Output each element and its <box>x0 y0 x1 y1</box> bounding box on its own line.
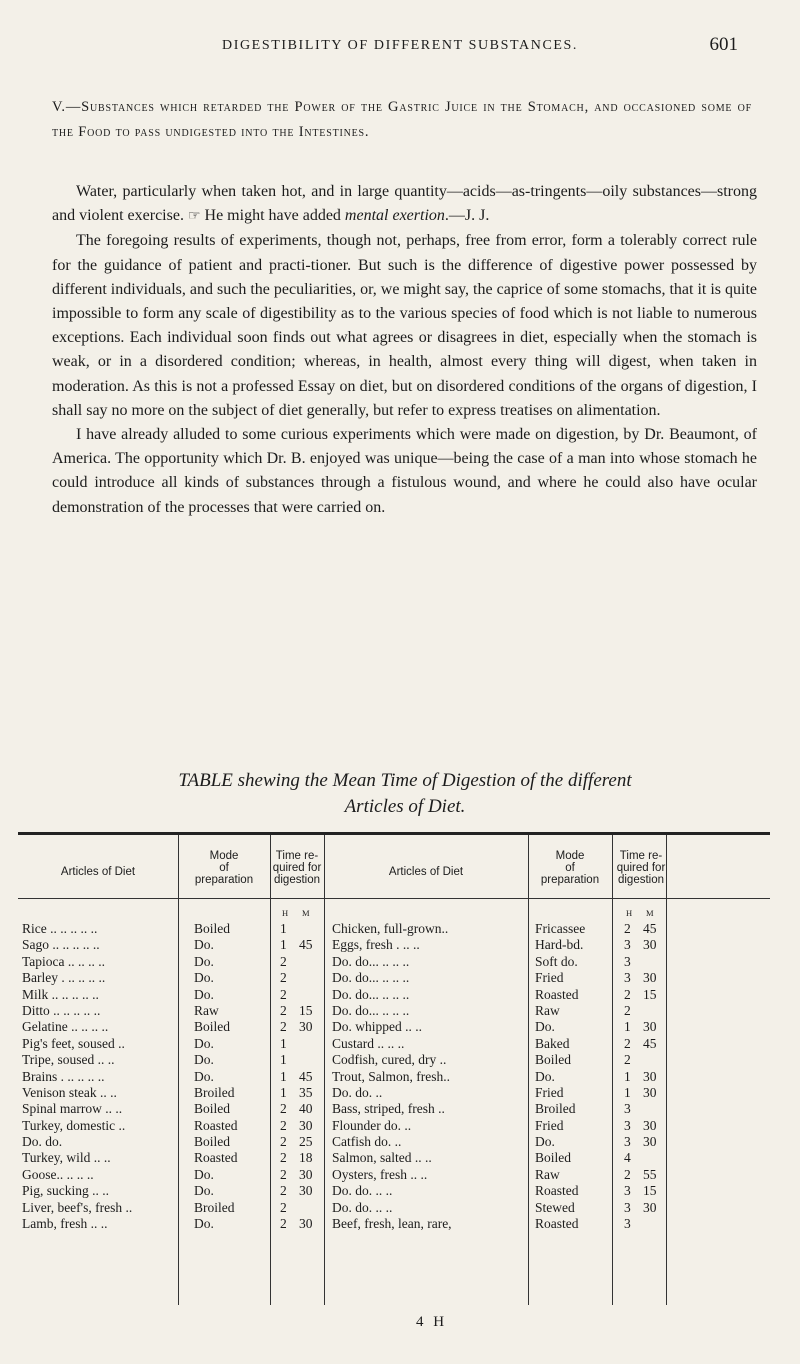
cell-minutes-left: 18 <box>299 1150 313 1166</box>
cell-hours-left: 2 <box>280 1166 287 1182</box>
table-caption <box>60 768 750 820</box>
cell-minutes-left: 30 <box>299 1166 313 1182</box>
cell-article-left: Do. do. <box>22 1134 63 1150</box>
cell-minutes-right: 55 <box>643 1166 657 1182</box>
cell-mode-right: Hard-bd. <box>535 937 584 953</box>
cell-mode-right: Baked <box>535 1035 570 1051</box>
cell-mode-left: Do. <box>194 937 214 953</box>
cell-hours-left: 1 <box>280 1035 287 1051</box>
cell-article-left: Brains . .. .. .. .. <box>22 1068 105 1084</box>
cell-minutes-right: 45 <box>643 1035 657 1051</box>
cell-hours-left: 2 <box>280 1150 287 1166</box>
cell-hours-right: 3 <box>624 953 631 969</box>
header-mode-line: of <box>565 862 575 874</box>
table-row <box>18 1167 770 1183</box>
header-mode-line: Mode <box>209 850 239 862</box>
cell-hours-right: 3 <box>624 970 631 986</box>
table-header-rule <box>18 898 770 899</box>
cell-mode-left: Broiled <box>194 1084 235 1100</box>
cell-mode-left: Boiled <box>194 1101 230 1117</box>
cell-mode-right: Soft do. <box>535 953 578 969</box>
cell-hours-right: 3 <box>624 1183 631 1199</box>
cell-mode-left: Do. <box>194 986 214 1002</box>
page-number: 601 <box>709 34 738 55</box>
cell-article-right: Do. do. .. .. <box>332 1183 393 1199</box>
pointing-hand-icon: ☞ <box>187 209 201 225</box>
paragraph-1-emphasis: mental exertion <box>344 207 445 225</box>
cell-minutes-left: 30 <box>299 1183 313 1199</box>
cell-mode-left: Do. <box>194 970 214 986</box>
cell-minutes-left: 40 <box>299 1101 313 1117</box>
table-row <box>18 937 770 953</box>
cell-hours-left: 2 <box>280 1002 287 1018</box>
cell-hours-right: 2 <box>624 1002 631 1018</box>
cell-hours-right: 2 <box>624 1166 631 1182</box>
cell-article-left: Goose.. .. .. .. <box>22 1166 94 1182</box>
cell-mode-right: Do. <box>535 1134 555 1150</box>
header-time-right <box>612 850 670 886</box>
cell-minutes-left: 30 <box>299 1216 313 1232</box>
cell-hours-left: 2 <box>280 1216 287 1232</box>
cell-mode-right: Fried <box>535 970 564 986</box>
running-title: DIGESTIBILITY OF DIFFERENT SUBSTANCES. <box>221 38 579 53</box>
cell-hours-left: 2 <box>280 1019 287 1035</box>
cell-article-right: Do. do... .. .. .. <box>332 1002 410 1018</box>
table-rows <box>18 921 770 1232</box>
cell-mode-right: Fricassee <box>535 921 586 936</box>
cell-mode-left: Boiled <box>194 1019 230 1035</box>
cell-mode-right: Boiled <box>535 1150 571 1166</box>
cell-mode-right: Do. <box>535 1019 555 1035</box>
cell-mode-right: Stewed <box>535 1199 575 1215</box>
header-time-line: Time re- <box>275 850 319 862</box>
table-row <box>18 987 770 1003</box>
signature-mark: 4 H <box>416 1314 448 1330</box>
cell-article-right: Do. do. .. <box>332 1084 383 1100</box>
cell-mode-right: Roasted <box>535 986 579 1002</box>
minutes-unit-left: M <box>302 908 311 918</box>
cell-mode-left: Do. <box>194 1216 214 1232</box>
cell-minutes-right: 15 <box>643 986 657 1002</box>
cell-minutes-right: 30 <box>643 970 657 986</box>
cell-mode-right: Broiled <box>535 1101 576 1117</box>
cell-mode-left: Roasted <box>194 1117 238 1133</box>
cell-hours-left: 2 <box>280 1101 287 1117</box>
header-mode-left <box>178 850 270 886</box>
header-mode-line: preparation <box>540 874 600 886</box>
cell-article-right: Do. do... .. .. .. <box>332 986 410 1002</box>
table-row <box>18 1085 770 1101</box>
table-row <box>18 970 770 986</box>
cell-hours-right: 2 <box>624 1035 631 1051</box>
cell-minutes-left: 30 <box>299 1117 313 1133</box>
header-time-left <box>270 850 324 886</box>
paragraph-1-note: He might have added <box>204 207 341 225</box>
header-mode-line: preparation <box>194 874 254 886</box>
running-head <box>0 34 800 62</box>
cell-article-left: Tripe, soused .. .. <box>22 1052 115 1068</box>
table-row <box>18 1101 770 1117</box>
minutes-unit-right: M <box>646 908 655 918</box>
cell-mode-left: Do. <box>194 1052 214 1068</box>
cell-mode-right: Fried <box>535 1084 564 1100</box>
cell-mode-left: Do. <box>194 1068 214 1084</box>
header-time-line: Time re- <box>619 850 663 862</box>
paragraph-1 <box>52 180 757 229</box>
table-row <box>18 1019 770 1035</box>
cell-article-left: Ditto .. .. .. .. .. <box>22 1002 101 1018</box>
cell-hours-right: 1 <box>624 1019 631 1035</box>
hours-unit-left: H <box>282 908 289 918</box>
cell-article-right: Beef, fresh, lean, rare, <box>332 1216 452 1232</box>
cell-hours-right: 3 <box>624 1117 631 1133</box>
cell-article-right: Trout, Salmon, fresh.. <box>332 1068 451 1084</box>
cell-hours-left: 2 <box>280 970 287 986</box>
cell-minutes-left: 45 <box>299 1068 313 1084</box>
cell-article-left: Turkey, domestic .. <box>22 1117 126 1133</box>
cell-hours-right: 3 <box>624 1216 631 1232</box>
header-time-line: quired for <box>272 862 322 874</box>
cell-minutes-right: 15 <box>643 1183 657 1199</box>
cell-mode-right: Roasted <box>535 1183 579 1199</box>
cell-article-left: Gelatine .. .. .. .. <box>22 1019 109 1035</box>
table-row <box>18 1200 770 1216</box>
cell-article-left: Lamb, fresh .. .. <box>22 1216 108 1232</box>
cell-mode-right: Boiled <box>535 1052 571 1068</box>
cell-minutes-right: 30 <box>643 937 657 953</box>
cell-minutes-right: 30 <box>643 1084 657 1100</box>
cell-mode-right: Raw <box>535 1002 560 1018</box>
cell-mode-left: Do. <box>194 953 214 969</box>
cell-hours-left: 2 <box>280 1199 287 1215</box>
cell-hours-right: 3 <box>624 1199 631 1215</box>
cell-mode-right: Raw <box>535 1166 560 1182</box>
cell-hours-left: 2 <box>280 1117 287 1133</box>
cell-mode-left: Do. <box>194 1183 214 1199</box>
cell-article-right: Salmon, salted .. .. <box>332 1150 432 1166</box>
table-row <box>18 921 770 937</box>
table-row <box>18 1183 770 1199</box>
cell-hours-left: 1 <box>280 921 287 936</box>
cell-hours-right: 1 <box>624 1084 631 1100</box>
cell-mode-left: Boiled <box>194 921 230 936</box>
cell-mode-right: Roasted <box>535 1216 579 1232</box>
table-row <box>18 1003 770 1019</box>
cell-minutes-left: 35 <box>299 1084 313 1100</box>
cell-mode-left: Do. <box>194 1035 214 1051</box>
cell-minutes-left: 30 <box>299 1019 313 1035</box>
cell-hours-right: 2 <box>624 1052 631 1068</box>
cell-article-right: Bass, striped, fresh .. <box>332 1101 445 1117</box>
cell-minutes-right: 30 <box>643 1134 657 1150</box>
cell-article-left: Liver, beef's, fresh .. <box>22 1199 133 1215</box>
cell-mode-left: Boiled <box>194 1134 230 1150</box>
cell-hours-right: 1 <box>624 1068 631 1084</box>
cell-article-left: Venison steak .. .. <box>22 1084 117 1100</box>
cell-mode-left: Broiled <box>194 1199 235 1215</box>
cell-article-left: Sago .. .. .. .. .. <box>22 937 100 953</box>
table-row <box>18 1069 770 1085</box>
digestion-table <box>18 832 770 1312</box>
cell-article-right: Chicken, full-grown.. <box>332 921 449 936</box>
cell-article-left: Milk .. .. .. .. .. <box>22 986 99 1002</box>
cell-article-left: Barley . .. .. .. .. <box>22 970 106 986</box>
cell-hours-right: 3 <box>624 1134 631 1150</box>
cell-hours-left: 1 <box>280 1052 287 1068</box>
cell-mode-left: Raw <box>194 1002 219 1018</box>
paragraph-3: I have already alluded to some curious experiments which were made on digestion, by Dr. Beaumont, of America. The opportunity which Dr. B. enjoyed was unique—being the case of a man into whose stomach he could introduce all kinds of substances through a fistulous wound, and where he could also have ocular demonstration of the processes that were carried on. <box>52 426 757 516</box>
cell-hours-left: 1 <box>280 1084 287 1100</box>
cell-article-left: Pig, sucking .. .. <box>22 1183 110 1199</box>
cell-article-right: Do. do... .. .. .. <box>332 953 410 969</box>
table-caption-line-1: TABLE shewing the Mean Time of Digestion of the different <box>178 770 632 791</box>
body-text <box>52 180 757 520</box>
table-caption-line-2: Articles of Diet. <box>344 796 466 817</box>
cell-article-left: Pig's feet, soused .. <box>22 1035 125 1051</box>
table-row <box>18 1216 770 1232</box>
cell-article-left: Rice .. .. .. .. .. <box>22 921 98 936</box>
cell-hours-left: 2 <box>280 953 287 969</box>
cell-hours-left: 1 <box>280 1068 287 1084</box>
cell-article-right: Flounder do. .. <box>332 1117 412 1133</box>
cell-hours-left: 2 <box>280 1183 287 1199</box>
cell-article-right: Eggs, fresh . .. .. <box>332 937 420 953</box>
cell-hours-right: 2 <box>624 986 631 1002</box>
header-time-line: quired for <box>616 862 666 874</box>
cell-minutes-left: 45 <box>299 937 313 953</box>
cell-hours-right: 2 <box>624 921 631 936</box>
cell-minutes-right: 30 <box>643 1068 657 1084</box>
table-row <box>18 1150 770 1166</box>
header-mode-line: of <box>219 862 229 874</box>
header-time-line: digestion <box>617 874 665 886</box>
table-row <box>18 954 770 970</box>
cell-article-right: Do. do... .. .. .. <box>332 970 410 986</box>
cell-minutes-left: 25 <box>299 1134 313 1150</box>
cell-minutes-right: 30 <box>643 1019 657 1035</box>
table-row <box>18 1118 770 1134</box>
cell-mode-right: Do. <box>535 1068 555 1084</box>
cell-article-right: Do. whipped .. .. <box>332 1019 422 1035</box>
cell-article-left: Turkey, wild .. .. <box>22 1150 111 1166</box>
table-top-rule <box>18 832 770 835</box>
cell-hours-right: 3 <box>624 937 631 953</box>
table-row <box>18 1036 770 1052</box>
paragraph-1-text: Water, particularly when taken hot, and in large quantity—acids—as-tringents—oily substances—strong and violent exercise. <box>52 183 757 225</box>
cell-article-right: Do. do. .. .. <box>332 1199 393 1215</box>
cell-article-right: Custard .. .. .. <box>332 1035 405 1051</box>
header-articles-left: Articles of Diet <box>60 866 136 878</box>
cell-minutes-right: 30 <box>643 1199 657 1215</box>
cell-hours-left: 2 <box>280 1134 287 1150</box>
cell-article-left: Tapioca .. .. .. .. <box>22 953 106 969</box>
cell-mode-left: Do. <box>194 1166 214 1182</box>
cell-article-right: Oysters, fresh .. .. <box>332 1166 428 1182</box>
cell-minutes-left: 15 <box>299 1002 313 1018</box>
table-row <box>18 1134 770 1150</box>
cell-hours-right: 3 <box>624 1101 631 1117</box>
cell-hours-left: 2 <box>280 986 287 1002</box>
cell-hours-left: 1 <box>280 937 287 953</box>
cell-minutes-right: 30 <box>643 1117 657 1133</box>
cell-article-left: Spinal marrow .. .. <box>22 1101 123 1117</box>
cell-mode-left: Roasted <box>194 1150 238 1166</box>
cell-minutes-right: 45 <box>643 921 657 936</box>
header-mode-right <box>528 850 612 886</box>
paragraph-1-attribution: .—J. J. <box>444 207 490 225</box>
cell-hours-right: 4 <box>624 1150 631 1166</box>
hours-unit-right: H <box>626 908 633 918</box>
header-articles-right: Articles of Diet <box>388 866 464 878</box>
paragraph-2: The foregoing results of experiments, though not, perhaps, free from error, form a tolerably correct rule for the guidance of patient and practi-tioner. But such is the difference of digestive power possessed by different individuals, and such the peculiarities, or, we might say, the caprice of some stomachs, that it is quite impossible to form any scale of digestibility as to the various species of food which is not liable to numerous exceptions. Each individual soon finds out what agrees or disagrees in diet, especially when the stomach is weak, or in a disordered condition; whereas, in health, almost every thing will digest, when taken in moderation. As this is not a professed Essay on diet, but on disordered conditions of the organs of digestion, I shall say no more on the subject of diet generally, but refer to express treatises on alimentation. <box>52 232 757 419</box>
cell-mode-right: Fried <box>535 1117 564 1133</box>
header-time-line: digestion <box>273 874 321 886</box>
cell-article-right: Codfish, cured, dry .. <box>332 1052 447 1068</box>
cell-article-right: Catfish do. .. <box>332 1134 402 1150</box>
header-mode-line: Mode <box>555 850 585 862</box>
section-heading: V.—Substances which retarded the Power of the Gastric Juice in the Stomach, and occasioned some of the Food to pass undigested into the Intestines. <box>52 99 752 140</box>
table-row <box>18 1052 770 1068</box>
